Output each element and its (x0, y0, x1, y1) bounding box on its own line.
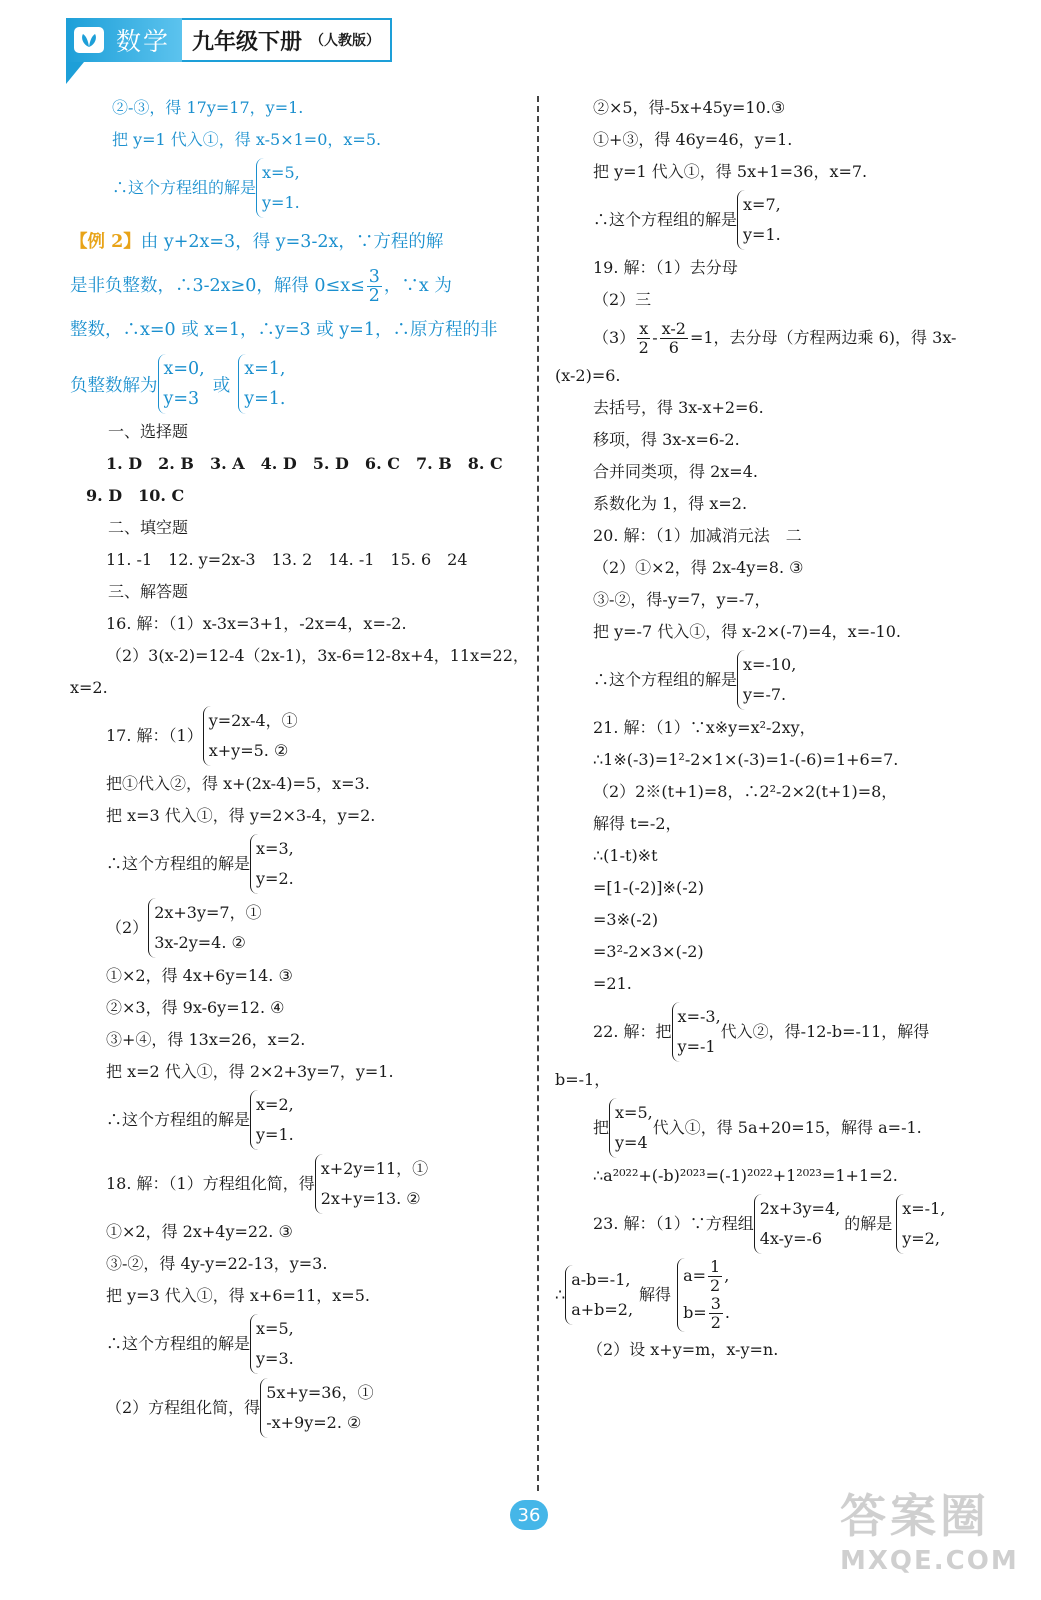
text-line: 把 y=3 代入①，得 x+6=11，x=5. (106, 1286, 370, 1305)
text-span: 的解是 (844, 1214, 893, 1233)
text-span: （2） (106, 918, 149, 937)
text-line: ②-③，得 17y=17，y=1. (112, 98, 304, 117)
solution-line (70, 832, 518, 896)
equation-system (565, 1265, 633, 1325)
text-line: （2）3(x-2)=12-4（2x-1)，3x-6=12-8x+4，11x=22， (106, 646, 529, 665)
example-line (70, 220, 518, 264)
text-span: 把 (593, 1118, 610, 1137)
equation-system (672, 1002, 721, 1062)
equation: y=-7. (743, 685, 787, 704)
text-line: ①×2，得 2x+4y=22. ③ (106, 1222, 293, 1241)
text-line: 21. 解：（1）∵x※y=x²-2xy， (593, 718, 816, 737)
section-heading: 三、解答题 (108, 582, 189, 601)
numerator: x-2 (661, 318, 686, 338)
equation-line (555, 316, 1005, 360)
text-line: （2）设 x+y=m，x-y=n. (587, 1340, 779, 1359)
text-line: 合并同类项，得 2x=4. (593, 462, 758, 481)
left-column (70, 92, 529, 1440)
fraction (708, 1258, 722, 1295)
example-line (70, 264, 518, 308)
text-line: 把①代入②，得 x+(2x-4)=5，x=3. (106, 774, 370, 793)
text-span: , (724, 1266, 730, 1285)
problem-line (555, 1192, 1005, 1256)
equation-system (256, 158, 300, 218)
equation: 3x-2y=4. ② (154, 933, 246, 952)
equation: 5x+y=36，① (266, 1383, 374, 1402)
equation-system (148, 898, 261, 958)
equation: x=3, (256, 839, 294, 858)
equation: -x+9y=2. ② (266, 1413, 362, 1432)
equation-system (896, 1194, 945, 1254)
text-line: ③+④，得 13x=26，x=2. (106, 1030, 306, 1049)
text-line: ①+③，得 46y=46，y=1. (593, 130, 793, 149)
equation-system (260, 1378, 373, 1438)
equation-system (203, 706, 298, 766)
text-line: 19. 解：（1）去分母 (593, 258, 738, 277)
denominator: 2 (638, 337, 649, 357)
equation: y=-1 (677, 1037, 716, 1056)
numerator: 3 (368, 267, 380, 287)
text-line: ①×2，得 4x+6y=14. ③ (106, 966, 293, 985)
watermark-text: 答案圈 (840, 1489, 990, 1543)
text-line: x=2. (70, 678, 108, 697)
equation: 2x+3y=7，① (154, 903, 262, 922)
problem-line (70, 1376, 518, 1440)
solution-line (555, 1256, 1005, 1334)
equation: y=3. (256, 1349, 294, 1368)
text-line: ②×5，得-5x+45y=10.③ (593, 98, 786, 117)
equation-system (677, 1258, 730, 1332)
text-line: 把 y=1 代入①，得 x-5×1=0，x=5. (112, 130, 382, 149)
equation: a+b=2, (571, 1300, 634, 1319)
text-span: - (652, 328, 658, 347)
equation: x+y=5. ② (208, 741, 289, 760)
text-span: b= (683, 1303, 707, 1322)
text-span: 由 y+2x=3，得 y=3-2x，∵方程的解 (140, 232, 444, 252)
text-line: ∴a²⁰²²+(-b)²⁰²³=(-1)²⁰²²+1²⁰²³=1+1=2. (593, 1166, 898, 1185)
equation-system (250, 1090, 294, 1150)
text-span: 解得 (639, 1285, 672, 1304)
text-span: 或 (212, 375, 231, 396)
equation: y=1. (256, 1125, 294, 1144)
equation-system (238, 354, 285, 414)
equation: 2x+y=13. ② (320, 1189, 421, 1208)
denominator: 2 (710, 1276, 721, 1295)
numerator: x (639, 318, 649, 338)
example-line (70, 352, 518, 416)
denominator: 2 (368, 286, 380, 306)
equation: y=1. (262, 193, 300, 212)
equation: 4x-y=-6 (759, 1229, 823, 1248)
text-line: =3²-2×3×(-2) (593, 942, 704, 961)
text-span: . (724, 1303, 730, 1322)
text-line: 移项，得 3x-x=6-2. (593, 430, 740, 449)
problem-line (70, 896, 518, 960)
watermark-url: MXQE.COM (840, 1546, 1019, 1576)
text-span: 17. 解：（1） (106, 726, 203, 745)
text-line: ③-②，得 4y-y=22-13，y=3. (106, 1254, 328, 1273)
text-span: ∴这个方程组的解是 (106, 1110, 251, 1129)
text-line: ∴1※(-3)=1²-2×1×(-3)=1-(-6)=1+6=7. (593, 750, 899, 769)
fraction (709, 1295, 723, 1332)
fraction (637, 320, 650, 357)
leaf-icon (74, 27, 104, 53)
grade-box (182, 18, 392, 62)
equation (683, 1258, 730, 1295)
equation: 2x+3y=4, (759, 1199, 841, 1218)
equation: x=5, (262, 163, 300, 182)
problem-line (555, 1000, 1005, 1064)
edition-label: （人教版） (310, 33, 381, 49)
equation-system (158, 354, 205, 414)
equation: y=3 (163, 389, 200, 409)
equation: x+2y=11，① (320, 1159, 429, 1178)
text-span: （3） (593, 328, 636, 347)
equation: y=2x-4，① (208, 711, 298, 730)
section-heading: 一、选择题 (108, 422, 189, 441)
equation: x=2, (256, 1095, 294, 1114)
solution-line (70, 156, 518, 220)
equation-system (315, 1154, 428, 1214)
answer-line: 11. -1 12. y=2x-3 13. 2 14. -1 15. 6 24 (106, 550, 468, 569)
equation: x=-10, (743, 655, 797, 674)
subject-banner (66, 18, 182, 62)
solution-line (555, 648, 1005, 712)
problem-line (555, 1096, 1005, 1160)
text-line: ∴(1-t)※t (593, 846, 658, 865)
numerator: 1 (710, 1257, 721, 1276)
text-span: 22. 解：把 (593, 1022, 672, 1041)
problem-line (70, 704, 518, 768)
equation: x=5, (615, 1103, 653, 1122)
numerator: 3 (710, 1294, 721, 1313)
text-line: 解得 t=-2， (593, 814, 682, 833)
text-span: ，∵x 为 (383, 276, 452, 296)
solution-line (70, 1312, 518, 1376)
equation: y=1. (743, 225, 781, 244)
text-line: （2）①×2，得 2x-4y=8. ③ (593, 558, 804, 577)
text-line: （2）2※(t+1)=8，∴2²-2×2(t+1)=8， (593, 782, 898, 801)
text-line: 把 x=2 代入①，得 2×2+3y=7，y=1. (106, 1062, 394, 1081)
equation: a-b=-1, (571, 1270, 631, 1289)
text-label: ∴这个方程组的解是 (112, 178, 257, 197)
equation: x=-3, (677, 1007, 721, 1026)
denominator: 2 (710, 1313, 721, 1332)
equation: x=1, (244, 359, 286, 379)
equation-system (754, 1194, 841, 1254)
text-line: ②×3，得 9x-6y=12. ④ (106, 998, 285, 1017)
text-line: (x-2)=6. (555, 366, 621, 385)
grade-label: 九年级下册 (192, 29, 303, 55)
equation: x=7, (743, 195, 781, 214)
text-span: 是非负整数，∴3-2x≥0，解得 0≤x≤ (70, 276, 365, 296)
text-line: =[1-(-2)]※(-2) (593, 878, 705, 897)
text-span: 代入②，得-12-b=-11，解得 (720, 1022, 930, 1041)
equation: x=0, (163, 359, 205, 379)
text-line: 16. 解：（1）x-3x=3+1，-2x=4，x=-2. (106, 614, 407, 633)
equation-system (737, 190, 781, 250)
equation: y=2. (256, 869, 294, 888)
example-line: 整数，∴x=0 或 x=1，∴y=3 或 y=1，∴原方程的非 (70, 320, 498, 340)
denominator: 6 (668, 337, 679, 357)
text-line: 20. 解：（1）加减消元法 二 (593, 526, 802, 545)
text-span: （2）方程组化简，得 (106, 1398, 261, 1417)
text-line: 系数化为 1，得 x=2. (593, 494, 748, 513)
text-line: =3※(-2) (593, 910, 659, 929)
text-span: 18. 解：（1）方程组化简，得 (106, 1174, 315, 1193)
text-span: ∴这个方程组的解是 (106, 854, 251, 873)
equation-system (250, 1314, 294, 1374)
header-tab-decoration (66, 62, 84, 84)
text-span: ∴这个方程组的解是 (593, 670, 738, 689)
text-line: 把 y=-7 代入①，得 x-2×(-7)=4，x=-10. (593, 622, 901, 641)
equation-system (737, 650, 796, 710)
page-header (66, 18, 392, 62)
text-span: ∴ (555, 1285, 566, 1304)
page-number: 36 (510, 1500, 548, 1530)
equation-system (250, 834, 294, 894)
watermark-logo (840, 1480, 1030, 1590)
text-span: 负整数解为 (70, 375, 158, 396)
right-column (555, 92, 1005, 1366)
text-span: ∴这个方程组的解是 (593, 210, 738, 229)
equation: y=1. (244, 389, 286, 409)
equation: x=5, (256, 1319, 294, 1338)
column-divider (537, 96, 539, 1491)
text-line: （2）三 (593, 290, 652, 309)
text-line: ③-②，得-y=7，y=-7， (593, 590, 771, 609)
answer-line: 1. D 2. B 3. A 4. D 5. D 6. C 7. B 8. C (106, 454, 503, 473)
equation (683, 1295, 730, 1332)
text-line: 把 x=3 代入①，得 y=2×3-4，y=2. (106, 806, 376, 825)
text-line: b=-1， (555, 1070, 611, 1089)
text-span: 代入①，得 5a+20=15，解得 a=-1. (652, 1118, 922, 1137)
text-span: ∴这个方程组的解是 (106, 1334, 251, 1353)
subject-label: 数学 (116, 27, 171, 56)
example-tag: 【例 2】 (70, 232, 141, 252)
equation: y=2, (902, 1229, 940, 1248)
equation: x=-1, (902, 1199, 946, 1218)
answer-line: 9. D 10. C (86, 486, 185, 505)
fraction (367, 268, 382, 305)
solution-line (555, 188, 1005, 252)
equation-system (609, 1098, 653, 1158)
text-line: =21. (593, 974, 632, 993)
problem-line (70, 1152, 518, 1216)
equation: y=4 (615, 1133, 648, 1152)
fraction (660, 320, 688, 357)
text-line: 去括号，得 3x-x+2=6. (593, 398, 764, 417)
text-line: 把 y=1 代入①，得 5x+1=36，x=7. (593, 162, 868, 181)
section-heading: 二、填空题 (108, 518, 189, 537)
solution-line (70, 1088, 518, 1152)
text-span: 23. 解：（1）∵方程组 (593, 1214, 754, 1233)
text-span: a= (683, 1266, 707, 1285)
text-span: =1，去分母（方程两边乘 6)，得 3x- (689, 328, 957, 347)
